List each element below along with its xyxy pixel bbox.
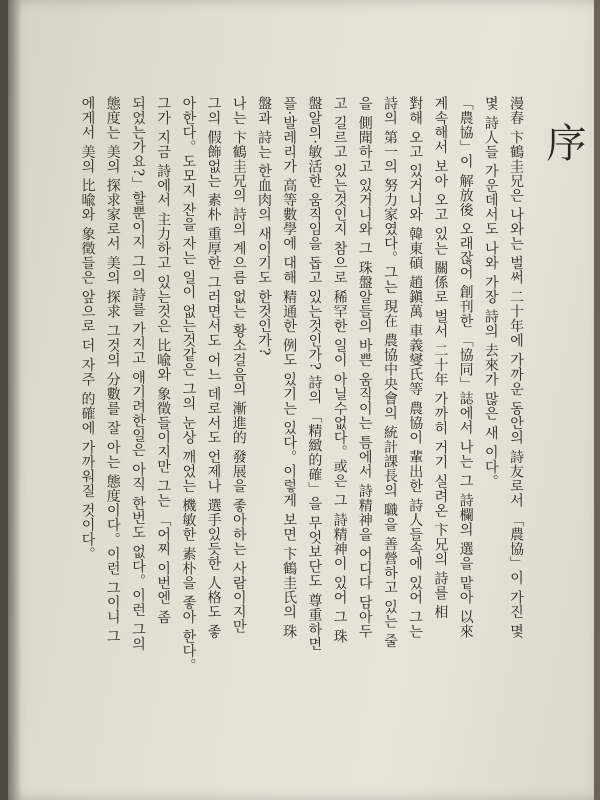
text-column: 고 길르고 있는것인지 참으로 稀罕한 일이 아닐수없다。或은 그 詩精神이 있어 그 珠 xyxy=(331,96,348,644)
text-column: 에게서 美의 比喩와 象徵들은 앞으로 더 자주 的確에 가까워질 것이다。 xyxy=(79,96,96,562)
text-column: 그가 지금 詩에서 主力하고 있는것은 比喩와 象徵들이지만 그는 「어찌 이번엔 좀 xyxy=(155,96,172,625)
text-column: 盤과 詩는 한血肉의 새이기도 한것인가? xyxy=(255,96,272,356)
page-gutter-shadow xyxy=(8,0,22,800)
text-column: 나는 卞鶴圭兄의 詩의 계으름 없는 황소걸음의 漸進的 發展을 좋아하는 사람이지만 xyxy=(230,96,247,634)
text-column: 盤알의·敏活한 움직임을 돕고 있는것인가? 詩의 「精緻的確」을 무엇보단도 尊重하면 xyxy=(306,96,323,652)
text-column: 「農協」이 解放後 오래잖어 創刊한 「協同」誌에서 나는 그 詩欄의 選을 맡아 以來 xyxy=(457,96,474,639)
text-column: 그의 假飾없는 素朴 重厚한 그러면서도 어느 데로서도 언제나 選手있듯한 人格도 좋 xyxy=(205,96,222,639)
text-column: 漫春 卞鶴圭兄은 나와는 벌써 二十年에 가까운 동안의 詩友로서 「農協」이 가진 몇 xyxy=(508,96,524,639)
text-column: 詩의 第一의 努力家였다。그는 現在 農協中央會의 統計課長의 職을 善營하고 있는 줄 xyxy=(381,96,398,649)
book-page xyxy=(8,0,594,800)
text-column: 對해 오고 있거니와 韓東碩 趙鎭萬 車義燮氏等 農協이 輩出한 詩人들속에 있어 그는 xyxy=(407,96,424,639)
text-column: 아한다。도모지 잔을 자는 일이 없는것같은 그의 눈상 깨었는 機敏한 素朴을 좋아 한다。 xyxy=(180,96,197,673)
text-column: 몇 詩人들 가운데서도 나와 가장 詩의 去來가 많은 새 이다。 xyxy=(482,96,499,489)
text-column: 態度는 美의 探求家로서 美의 探求 그것의 分數를 잘 아는 態度이다。이런 그이니 그 xyxy=(104,96,121,644)
text-column: 되었는가요?」할뿐이지 그의 詩를 가지고 애기려한일은 아직 한번도 없다。이런 그의 xyxy=(129,96,146,652)
page-title: 序 xyxy=(540,122,586,162)
preface-body xyxy=(40,96,528,786)
text-column: 계속해서 보아 오고 있는 關係로 벌서 二十年 가까히 거기 실려온 卞兄의 詩를 相 xyxy=(432,96,449,620)
text-column: 플·발레리가 高等數學에 대해 精通한 例도 있기는 있다。이렇게 보면 卞鶴圭氏의 珠 xyxy=(281,96,298,639)
text-column: 을 側聞하고 있거니와 그 珠盤알들의 바쁜 움직이는 틈에서 詩精神을 어디다 담아두 xyxy=(356,96,373,639)
